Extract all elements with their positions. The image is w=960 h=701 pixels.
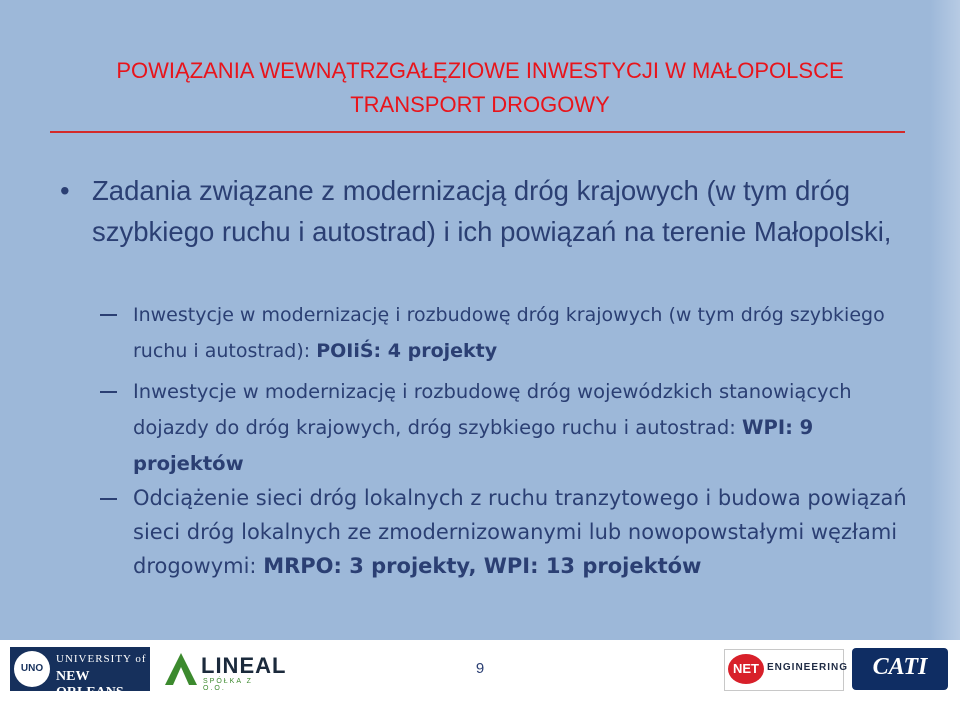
slide-title bbox=[40, 54, 920, 122]
uno-line-2: NEW ORLEANS bbox=[56, 669, 124, 700]
sub-item-3 bbox=[100, 481, 910, 583]
lineal-name: LINEAL bbox=[201, 653, 287, 678]
title-line-1: POWIĄZANIA WEWNĄTRZGAŁĘZIOWE INWESTYCJI W MAŁOPOLSCE bbox=[116, 58, 844, 83]
lineal-subname: SPÓŁKA Z O.O. bbox=[203, 678, 253, 692]
main-bullet-text: Zadania związane z modernizacją dróg krajowych (w tym dróg szybkiego ruchu i autostrad) i ich powiązań na terenie Małopolski, bbox=[92, 175, 892, 247]
title-underline bbox=[50, 131, 905, 133]
main-bullet bbox=[60, 170, 900, 252]
page-number: 9 bbox=[475, 660, 485, 677]
net-engineering-logo bbox=[724, 649, 849, 691]
sub-item-2-bold: WPI: 9 projektów bbox=[133, 416, 814, 475]
slide-edge-strip bbox=[930, 0, 960, 640]
cati-word: CATI bbox=[872, 654, 928, 680]
sub-item-3-text: Odciążenie sieci dróg lokalnych z ruchu tranzytowego i budowa powiązań sieci dróg lokalnych ze zmodernizowanymi lub nowopowstałymi węzłami drogowymi: bbox=[133, 486, 907, 578]
dash-icon bbox=[100, 314, 117, 316]
sub-item-1 bbox=[100, 297, 910, 369]
bullet-dot-icon: • bbox=[60, 175, 70, 206]
dash-icon bbox=[100, 498, 117, 500]
sub-item-1-text: Inwestycje w modernizację i rozbudowę dróg krajowych (w tym dróg szybkiego ruchu i autostrad): bbox=[133, 304, 885, 362]
sub-item-3-bold: MRPO: 3 projekty, WPI: 13 projektów bbox=[263, 554, 702, 578]
title-line-2: TRANSPORT DROGOWY bbox=[350, 92, 610, 117]
sub-item-2-text: Inwestycje w modernizację i rozbudowę dróg wojewódzkich stanowiących dojazdy do dróg krajowych, dróg szybkiego ruchu i autostrad: bbox=[133, 380, 852, 439]
net-badge: NET bbox=[728, 654, 764, 684]
uno-emblem-icon: UNO bbox=[14, 651, 50, 687]
sub-item-1-bold: POIiŚ: 4 projekty bbox=[316, 340, 498, 362]
dash-icon bbox=[100, 391, 117, 393]
uno-line-1: UNIVERSITY of bbox=[56, 653, 147, 665]
cati-logo bbox=[852, 648, 948, 690]
net-word: ENGINEERING bbox=[767, 662, 849, 673]
sub-item-2 bbox=[100, 374, 910, 482]
